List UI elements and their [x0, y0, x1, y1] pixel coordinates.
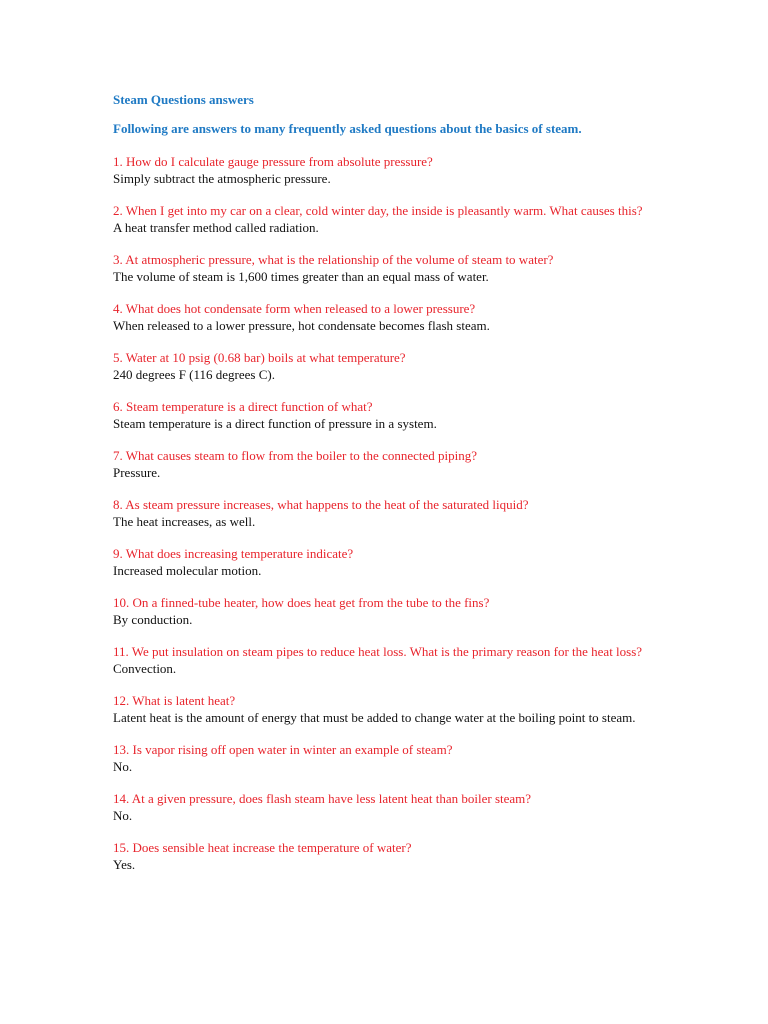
question-text: 2. When I get into my car on a clear, cold winter day, the inside is pleasantly warm. What causes this? — [113, 203, 643, 218]
qa-item — [113, 350, 653, 383]
answer-text: A heat transfer method called radiation. — [113, 219, 319, 235]
qa-item — [113, 840, 653, 873]
question-text: 11. We put insulation on steam pipes to reduce heat loss. What is the primary reason for the heat loss? — [113, 644, 643, 659]
question-text: 13. Is vapor rising off open water in winter an example of steam? — [113, 742, 453, 757]
document-content — [113, 92, 653, 889]
question-text: 14. At a given pressure, does flash steam have less latent heat than boiler steam? — [113, 791, 532, 806]
question-text: 7. What causes steam to flow from the boiler to the connected piping? — [113, 448, 478, 463]
document-title: Steam Questions answers — [113, 92, 254, 107]
qa-item — [113, 742, 653, 775]
qa-item — [113, 644, 653, 677]
question-text: 6. Steam temperature is a direct function of what? — [113, 399, 373, 414]
question-text: 8. As steam pressure increases, what happens to the heat of the saturated liquid? — [113, 497, 529, 512]
answer-text: Yes. — [113, 856, 136, 872]
qa-item — [113, 203, 653, 236]
answer-text: The heat increases, as well. — [113, 513, 256, 529]
answer-text: By conduction. — [113, 611, 193, 627]
answer-text: Latent heat is the amount of energy that must be added to change water at the boiling point to steam. — [113, 709, 636, 725]
answer-text: Convection. — [113, 660, 177, 676]
question-text: 15. Does sensible heat increase the temperature of water? — [113, 840, 412, 855]
question-text: 5. Water at 10 psig (0.68 bar) boils at what temperature? — [113, 350, 406, 365]
answer-text: Simply subtract the atmospheric pressure. — [113, 170, 331, 186]
question-text: 1. How do I calculate gauge pressure from absolute pressure? — [113, 154, 433, 169]
question-text: 12. What is latent heat? — [113, 693, 236, 708]
document-intro: Following are answers to many frequently asked questions about the basics of steam. — [113, 120, 582, 136]
qa-item — [113, 595, 653, 628]
answer-text: No. — [113, 807, 133, 823]
answer-text: No. — [113, 758, 133, 774]
qa-item — [113, 154, 653, 187]
qa-item — [113, 399, 653, 432]
qa-item — [113, 497, 653, 530]
qa-item — [113, 546, 653, 579]
answer-text: Steam temperature is a direct function of pressure in a system. — [113, 415, 437, 431]
qa-item — [113, 791, 653, 824]
question-text: 10. On a finned-tube heater, how does heat get from the tube to the fins? — [113, 595, 490, 610]
answer-text: The volume of steam is 1,600 times greater than an equal mass of water. — [113, 268, 489, 284]
qa-item — [113, 693, 653, 726]
qa-item — [113, 448, 653, 481]
question-text: 4. What does hot condensate form when released to a lower pressure? — [113, 301, 476, 316]
question-text: 3. At atmospheric pressure, what is the relationship of the volume of steam to water? — [113, 252, 554, 267]
question-text: 9. What does increasing temperature indicate? — [113, 546, 354, 561]
answer-text: When released to a lower pressure, hot condensate becomes flash steam. — [113, 317, 490, 333]
answer-text: Pressure. — [113, 464, 161, 480]
answer-text: 240 degrees F (116 degrees C). — [113, 366, 275, 382]
qa-item — [113, 301, 653, 334]
qa-item — [113, 252, 653, 285]
answer-text: Increased molecular motion. — [113, 562, 262, 578]
